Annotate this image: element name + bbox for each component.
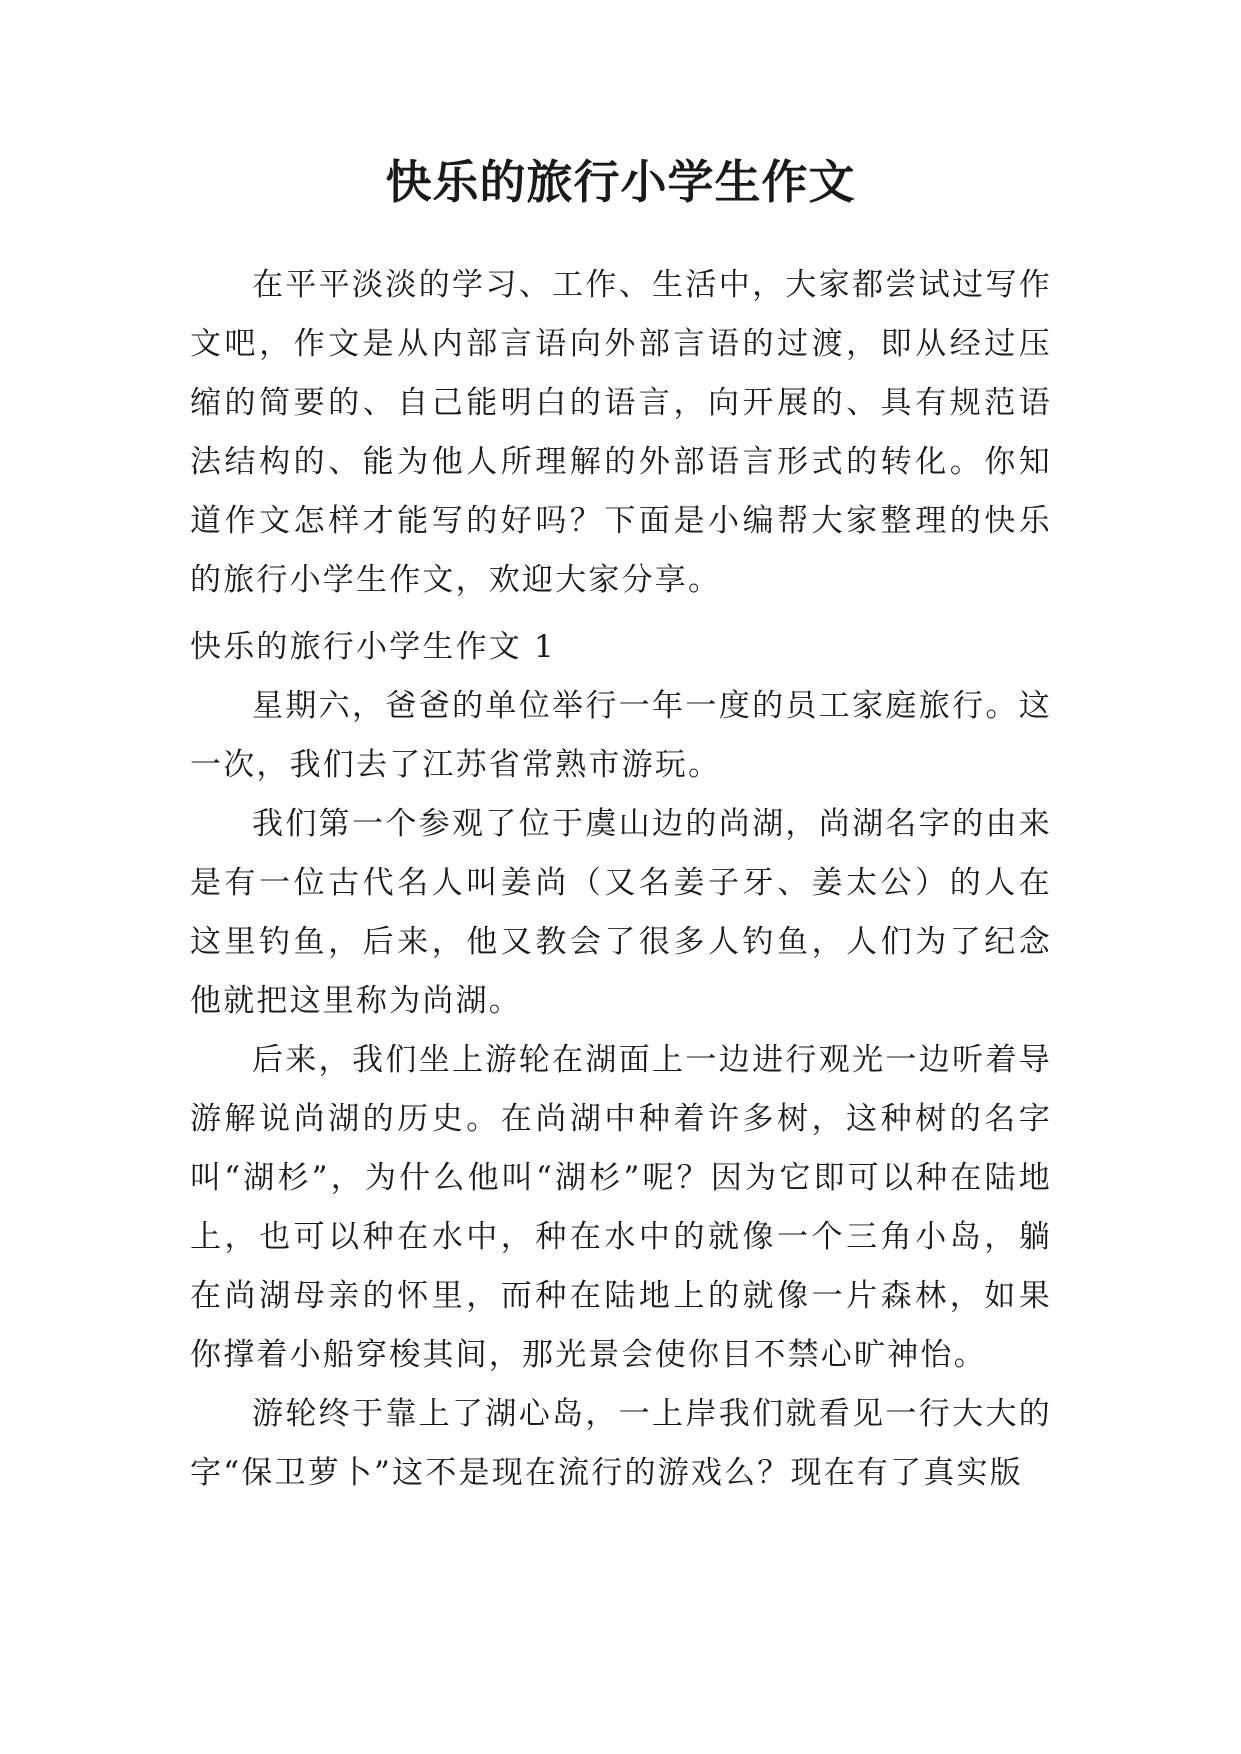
intro-paragraph: 在平平淡淡的学习、工作、生活中，大家都尝试过写作文吧，作文是从内部言语向外部言语的过渡，即从经过压缩的简要的、自己能明白的语言，向开展的、具有规范语法结构的、能为他人所理解的外部语言形式的转化。你知道作文怎样才能写的好吗？下面是小编帮大家整理的快乐的旅行小学生作文，欢迎大家分享。 xyxy=(190,267,1052,598)
body-paragraph: 游轮终于靠上了湖心岛，一上岸我们就看见一行大大的字“保卫萝卜”这不是现在流行的游戏么？现在有了真实版 xyxy=(190,1396,1052,1491)
section-heading: 快乐的旅行小学生作文 1 xyxy=(190,629,556,665)
essay-section-1 xyxy=(190,618,1052,1503)
document-title: 快乐的旅行小学生作文 xyxy=(385,155,856,209)
body-paragraph: 星期六，爸爸的单位举行一年一度的员工家庭旅行。这一次，我们去了江苏省常熟市游玩。 xyxy=(190,688,1052,783)
body-paragraph: 我们第一个参观了位于虞山边的尚湖，尚湖名字的由来是有一位古代名人叫姜尚（又名姜子牙、姜太公）的人在这里钓鱼，后来，他又教会了很多人钓鱼，人们为了纪念他就把这里称为尚湖。 xyxy=(190,806,1052,1019)
intro-block xyxy=(190,256,1052,610)
body-paragraph: 后来，我们坐上游轮在湖面上一边进行观光一边听着导游解说尚湖的历史。在尚湖中种着许多树，这种树的名字叫“湖杉”，为什么他叫“湖杉”呢？因为它即可以种在陆地上，也可以种在水中，种在水中的就像一个三角小岛，躺在尚湖母亲的怀里，而种在陆地上的就像一片森林，如果你撑着小船穿梭其间，那光景会使你目不禁心旷神怡。 xyxy=(190,1042,1052,1373)
